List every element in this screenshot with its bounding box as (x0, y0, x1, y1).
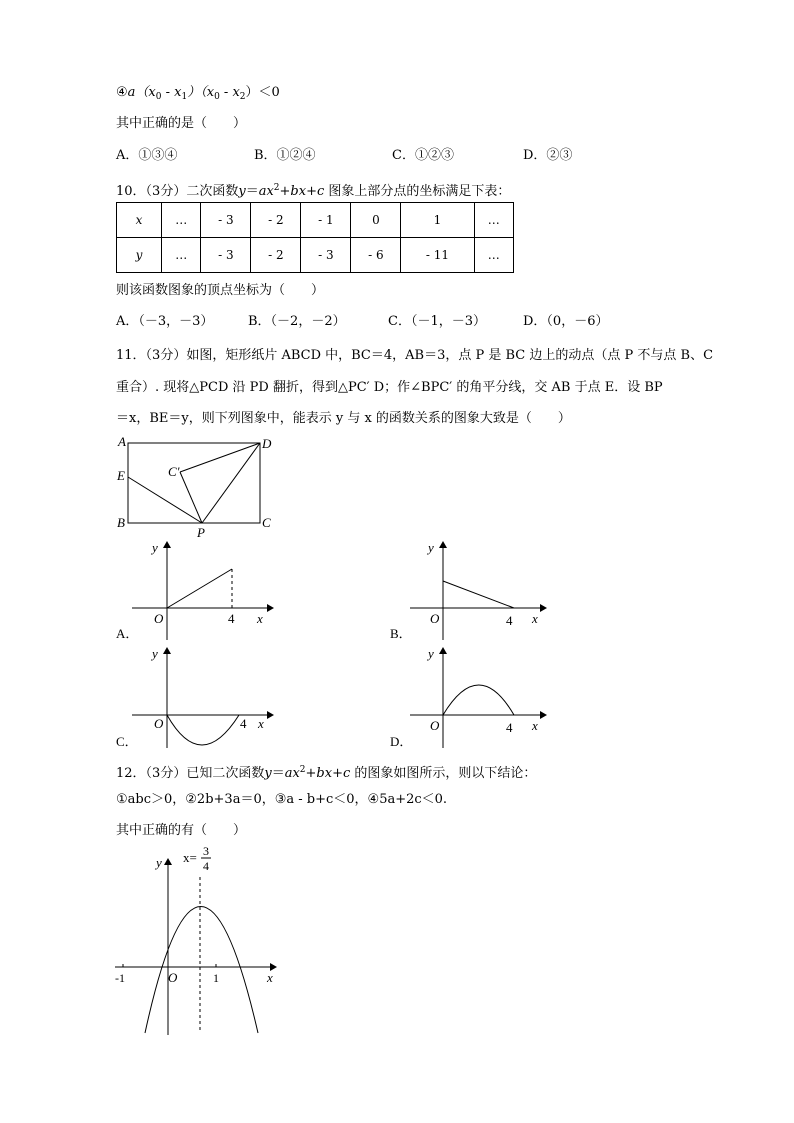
q12-conclusions: ①abc＞0，②2b+3a＝0，③a - b+c＜0，④5a+2c＜0. (116, 792, 448, 807)
q11-option-a-label: A． (116, 626, 139, 641)
table-row-x (117, 203, 514, 238)
svg-text:y: y (156, 855, 162, 870)
q9-option-c: C．①②③ (392, 148, 454, 163)
table-cell: … (474, 238, 513, 273)
q11-stem-line1: 11．（3分）如图，矩形纸片 ABCD 中，BC＝4，AB＝3，点 P 是 BC 边上的动点（点 P 不与点 B、C (116, 348, 714, 363)
q10-option-d: D．（0，－6） (523, 314, 609, 329)
q11-graph-b (390, 535, 560, 645)
q11-rectangle-figure (110, 430, 280, 540)
table-cell: - 1 (301, 203, 351, 238)
svg-text:x: x (267, 970, 273, 985)
table-header-x: x (117, 203, 162, 238)
rectangle-abcd (128, 443, 260, 523)
svg-text:4: 4 (506, 613, 513, 628)
q10-option-c: C．（－1，－3） (388, 314, 486, 329)
fraction-numerator: 3 (203, 845, 209, 858)
graph-d-curve (443, 685, 514, 715)
svg-text:-1: -1 (115, 971, 125, 985)
table-row-y (117, 238, 514, 273)
parabola-curve (145, 907, 258, 1034)
svg-text:O: O (154, 611, 164, 626)
q9-option-d: D．②③ (523, 148, 573, 163)
table-cell: 0 (351, 203, 401, 238)
graph-a-line (167, 569, 232, 608)
table-cell: … (162, 203, 201, 238)
label-c-prime: C' (168, 464, 180, 479)
q11-option-b-label: B． (390, 626, 412, 641)
svg-text:x: x (532, 611, 538, 626)
svg-text:1: 1 (213, 971, 219, 985)
label-d: D (262, 436, 272, 451)
table-cell: - 3 (301, 238, 351, 273)
q11-graph-d (390, 640, 560, 750)
table-cell: - 2 (251, 203, 301, 238)
q9-statement-4: $④a(x_0 - x_1)(x_0 - x_2)<0$ (116, 85, 280, 102)
label-b: B (117, 515, 125, 530)
q9-option-a: A．①③④ (116, 148, 178, 163)
table-cell: 1 (401, 203, 474, 238)
q12-parabola-graph (110, 845, 290, 1040)
svg-text:y: y (152, 646, 158, 661)
table-cell: - 3 (201, 203, 251, 238)
svg-text:x: x (258, 716, 264, 731)
segment-c1p (180, 472, 202, 523)
svg-text:O: O (430, 611, 440, 626)
q9-option-b: B．①②④ (254, 148, 316, 163)
svg-text:O: O (168, 970, 178, 985)
svg-text:O: O (154, 716, 164, 731)
svg-text:y: y (428, 646, 434, 661)
label-c: C (262, 515, 271, 530)
fraction-denominator: 4 (203, 859, 209, 873)
table-cell: - 2 (251, 238, 301, 273)
segment-c1d (180, 443, 260, 472)
q10-value-table (116, 202, 514, 273)
q11-stem-line2: 重合）. 现将△PCD 沿 PD 翻折，得到△PC′ D；作∠BPC′ 的角平分线，交 AB 于点 E．设 BP (116, 380, 663, 395)
label-a: A (118, 434, 126, 449)
q10-option-b: B．（－2，－2） (248, 314, 346, 329)
q11-option-d-label: D． (390, 734, 413, 749)
svg-text:x: x (532, 718, 538, 733)
q10-stem: 10．（3分）二次函数$y=ax^2+bx+c$ 图象上部分点的坐标满足下表： (116, 183, 511, 199)
graph-b-line (443, 581, 514, 608)
svg-text:4: 4 (228, 611, 235, 626)
graph-c-curve (167, 715, 239, 745)
table-header-y: y (117, 238, 162, 273)
q11-option-c-label: C． (116, 734, 138, 749)
table-cell: … (162, 238, 201, 273)
svg-text:4: 4 (240, 716, 247, 731)
q12-prompt: 其中正确的有（ ） (116, 823, 247, 838)
svg-text:x: x (257, 611, 263, 626)
table-cell: … (474, 203, 513, 238)
svg-text:y: y (152, 540, 158, 555)
svg-text:4: 4 (506, 720, 513, 735)
svg-text:y: y (428, 540, 434, 555)
q10-prompt: 则该函数图象的顶点坐标为（ ） (116, 283, 325, 298)
segment-pd (202, 443, 260, 523)
label-p: P (197, 525, 205, 540)
segment-ep (128, 477, 202, 523)
table-cell: - 11 (401, 238, 474, 273)
q9-prompt: 其中正确的是（ ） (116, 116, 247, 131)
label-e: E (117, 468, 125, 483)
q10-option-a: A．（－3，－3） (116, 314, 214, 329)
table-cell: - 6 (351, 238, 401, 273)
q12-stem: 12．（3分）已知二次函数$y=ax^2+bx+c$ 的图象如图所示，则以下结论： (116, 765, 537, 781)
q11-stem-line3: ＝x，BE＝y，则下列图象中，能表示 y 与 x 的函数关系的图象大致是（ ） (116, 411, 571, 426)
svg-text:O: O (430, 718, 440, 733)
table-cell: - 3 (201, 238, 251, 273)
svg-text:x=: x= (183, 850, 197, 865)
